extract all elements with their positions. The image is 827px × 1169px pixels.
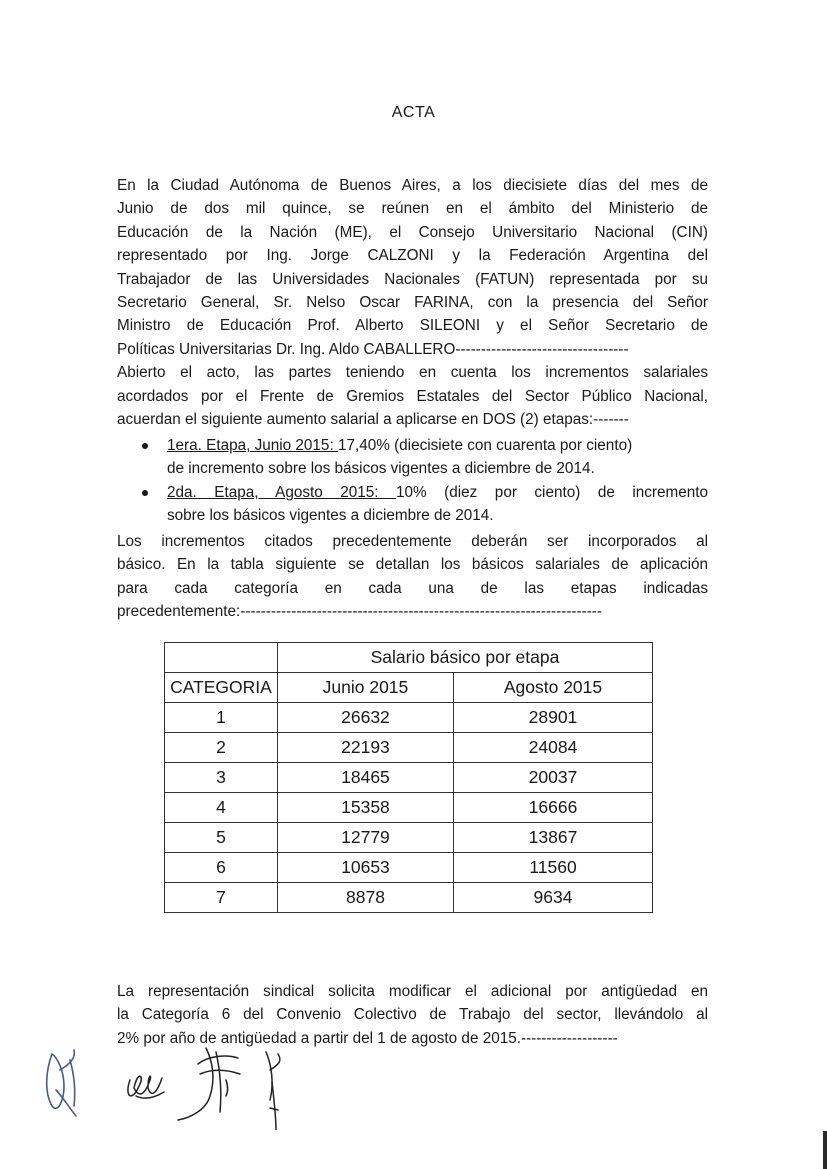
handwritten-signatures — [30, 1030, 330, 1130]
table-header-group-row — [165, 643, 653, 673]
text-line: representado por Ing. Jorge CALZONI y la Federación Argentina del — [117, 247, 708, 265]
table-header-agosto: Agosto 2015 — [454, 673, 653, 703]
table-row — [165, 703, 653, 733]
table-row — [165, 883, 653, 913]
stage-text: sobre los básicos vigentes a diciembre de 2014. — [167, 507, 494, 525]
text-line: En la Ciudad Autónoma de Buenos Aires, a los diecisiete días del mes de — [117, 177, 708, 194]
opening-paragraph — [117, 174, 708, 431]
table-cell-junio: 22193 — [277, 733, 453, 763]
table-intro-paragraph — [117, 530, 708, 624]
text-line: Educación de la Nación (ME), el Consejo Universitario Nacional (CIN) — [117, 223, 708, 241]
table-cell-agosto: 20037 — [454, 763, 653, 793]
scan-edge — [823, 1131, 827, 1169]
stages-list — [140, 434, 708, 528]
text-line: La representación sindical solicita modificar el adicional por antigüedad en — [117, 983, 708, 1000]
table-row — [165, 793, 653, 823]
bullet-icon — [142, 443, 148, 449]
table-cell-categoria: 1 — [165, 703, 278, 733]
table-header-row — [165, 673, 653, 703]
table-row — [165, 853, 653, 883]
table-cell-junio: 15358 — [277, 793, 453, 823]
table-cell-categoria: 5 — [165, 823, 278, 853]
text-line: Ministro de Educación Prof. Alberto SILEONI y el Señor Secretario de — [117, 317, 708, 335]
text-line: Junio de dos mil quince, se reúnen en el ámbito del Ministerio de — [117, 200, 708, 218]
signature-4-icon — [266, 1052, 280, 1130]
bullet-icon — [142, 490, 148, 496]
stage-label: 2da. Etapa, Agosto 2015: — [167, 483, 397, 501]
table-cell-junio: 10653 — [277, 853, 453, 883]
table-cell-categoria: 3 — [165, 763, 278, 793]
stage-text: de incremento sobre los básicos vigentes a diciembre de 2014. — [167, 460, 595, 478]
text-line: para cada categoría en cada una de las etapas indicadas — [117, 579, 708, 597]
stage-text: 17,40% (diecisiete con cuarenta por ciento) — [337, 437, 633, 454]
stage-label: 1era. Etapa, Junio 2015: — [167, 437, 338, 454]
table-cell-junio: 18465 — [277, 763, 453, 793]
table-cell-categoria: 7 — [165, 883, 278, 913]
text-line: Abierto el acto, las partes teniendo en cuenta los incrementos salariales — [117, 364, 708, 382]
signature-3-icon — [178, 1048, 240, 1120]
table-cell-junio: 8878 — [277, 883, 453, 913]
table-cell-agosto: 28901 — [454, 703, 653, 733]
text-line: Trabajador de las Universidades Nacionales (FATUN) representada por su — [117, 270, 708, 288]
table-cell-agosto: 24084 — [454, 733, 653, 763]
table-cell-categoria: 4 — [165, 793, 278, 823]
table-cell-agosto: 9634 — [454, 883, 653, 913]
table-header-categoria: CATEGORIA — [165, 673, 278, 703]
text-line: acordados por el Frente de Gremios Estatales del Sector Público Nacional, — [117, 387, 708, 405]
text-line: la Categoría 6 del Convenio Colectivo de Trabajo del sector, llevándolo al — [117, 1006, 708, 1024]
table-row — [165, 823, 653, 853]
text-line: Secretario General, Sr. Nelso Oscar FARINA, con la presencia del Señor — [117, 294, 708, 312]
list-item — [140, 434, 708, 481]
stage-text: 10% (diez por ciento) de incremento — [396, 483, 708, 501]
list-item — [140, 481, 708, 528]
table-header-group: Salario básico por etapa — [277, 643, 652, 673]
table-header-empty — [165, 643, 278, 673]
table-header-junio: Junio 2015 — [277, 673, 453, 703]
text-line: acuerdan el siguiente aumento salarial a aplicarse en DOS (2) etapas:------- — [117, 411, 629, 429]
table-cell-agosto: 16666 — [454, 793, 653, 823]
table-cell-agosto: 11560 — [454, 853, 653, 883]
text-line: Políticas Universitarias Dr. Ing. Aldo CABALLERO---------------------------------- — [117, 340, 629, 358]
text-line: precedentemente:----------------------------------------------------------------------- — [117, 603, 602, 621]
signature-2-icon — [128, 1076, 164, 1098]
table-cell-categoria: 2 — [165, 733, 278, 763]
table-row — [165, 763, 653, 793]
table-row — [165, 733, 653, 763]
text-line: Los incrementos citados precedentemente deberán ser incorporados al — [117, 533, 708, 550]
salary-table — [164, 642, 653, 913]
text-line: 2% por año de antigüedad a partir del 1 de agosto de 2015.------------------- — [117, 1029, 618, 1047]
table-cell-categoria: 6 — [165, 853, 278, 883]
table-cell-agosto: 13867 — [454, 823, 653, 853]
document-title: ACTA — [391, 104, 436, 121]
table-cell-junio: 12779 — [277, 823, 453, 853]
table-cell-junio: 26632 — [277, 703, 453, 733]
signature-1-icon — [47, 1050, 76, 1116]
text-line: básico. En la tabla siguiente se detallan los básicos salariales de aplicación — [117, 556, 708, 574]
